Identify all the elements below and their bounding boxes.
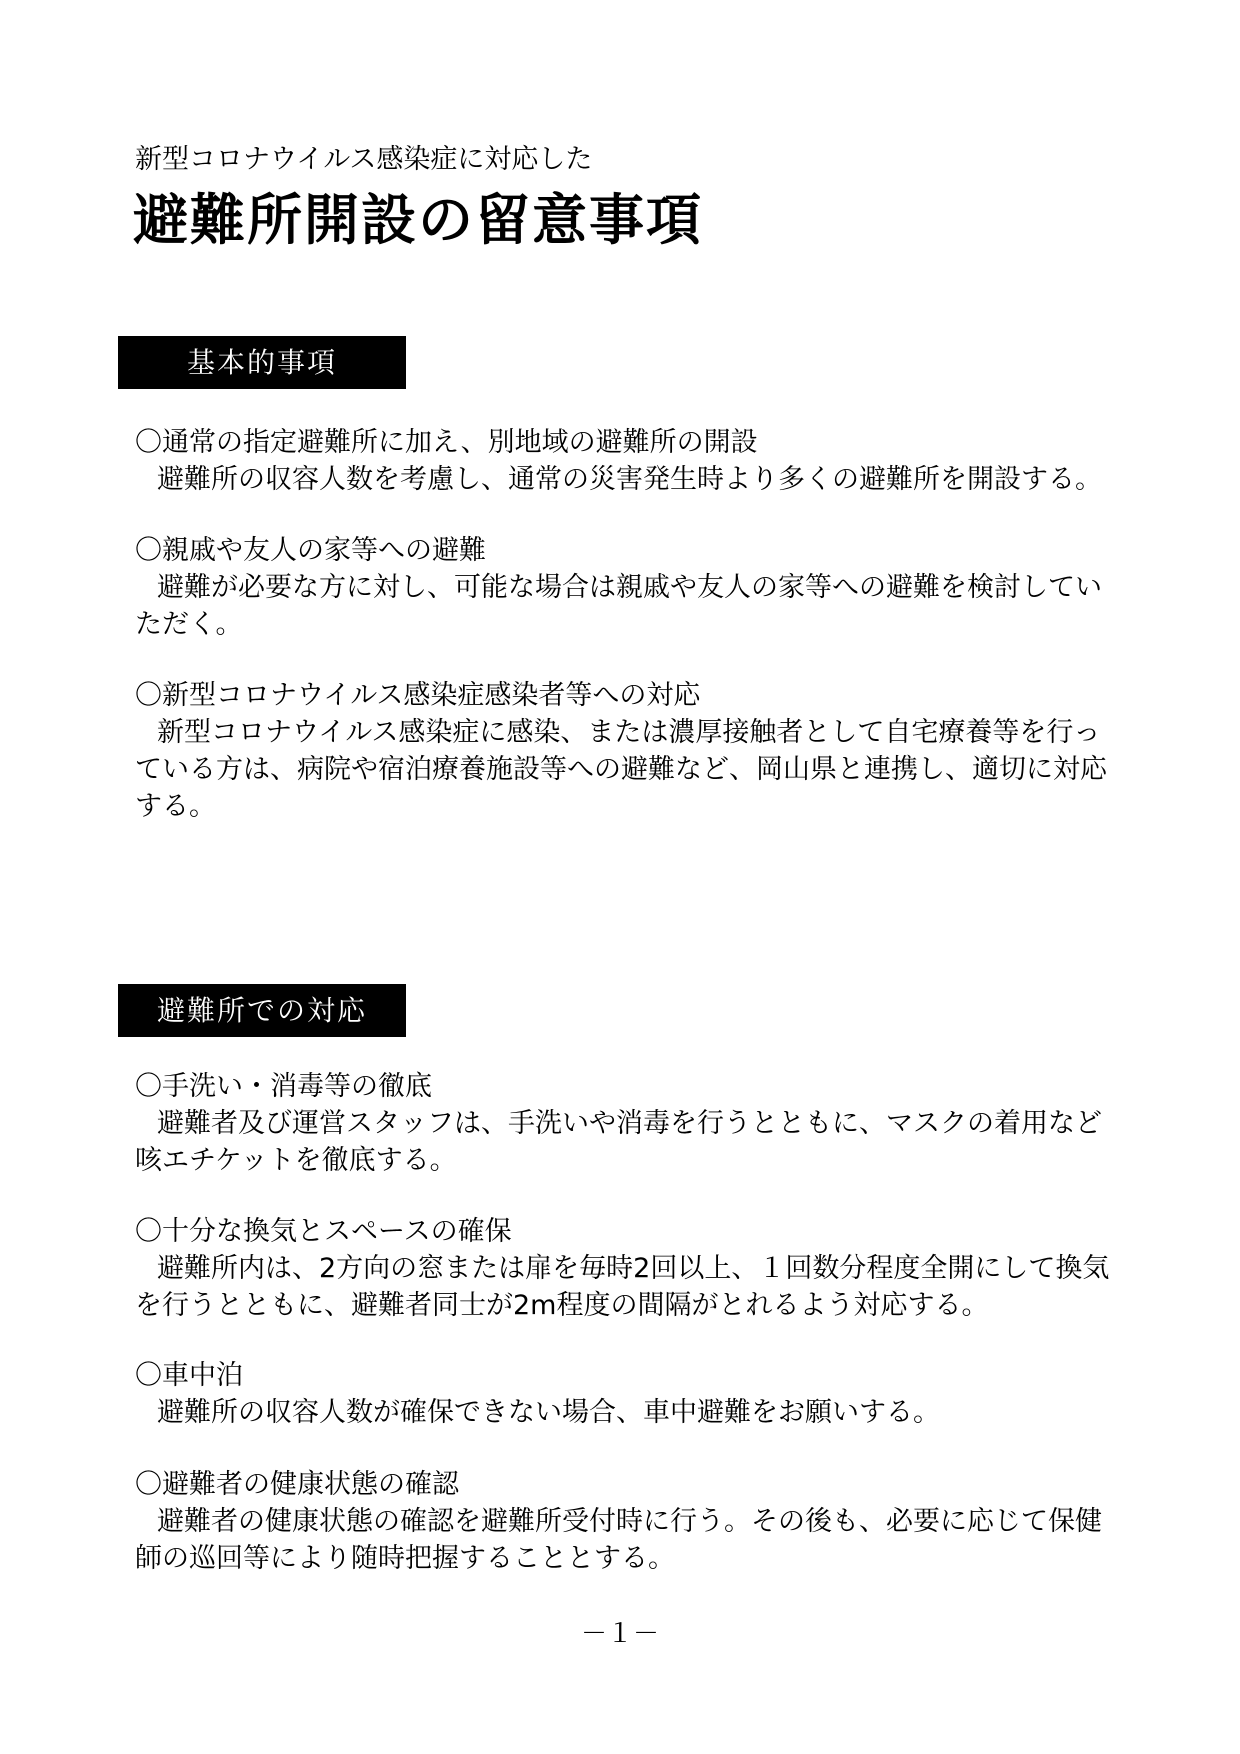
item-heading: 〇通常の指定避難所に加え、別地域の避難所の開設 <box>135 427 758 458</box>
list-item <box>135 532 1125 643</box>
section-label-shelter-response: 避難所での対応 <box>118 984 406 1037</box>
item-heading: 〇十分な換気とスペースの確保 <box>135 1216 512 1247</box>
item-body: 避難者の健康状態の確認を避難所受付時に行う。その後も、必要に応じて保健師の巡回等により随時把握することとする。 <box>135 1506 1102 1574</box>
list-item <box>135 1357 1125 1431</box>
item-body: 新型コロナウイルス感染症に感染、または濃厚接触者として自宅療養等を行っている方は、病院や宿泊療養施設等への避難など、岡山県と連携し、適切に対応する。 <box>135 717 1107 822</box>
item-body: 避難所内は、2方向の窓または扉を毎時2回以上、１回数分程度全開にして換気を行うとともに、避難者同士が2m程度の間隔がとれるよう対応する。 <box>135 1253 1110 1321</box>
document-title: 避難所開設の留意事項 <box>133 188 704 252</box>
document-subtitle: 新型コロナウイルス感染症に対応した <box>135 144 593 175</box>
section-label-basic-matters: 基本的事項 <box>118 336 406 389</box>
item-heading: 〇避難者の健康状態の確認 <box>135 1469 459 1500</box>
item-body: 避難が必要な方に対し、可能な場合は親戚や友人の家等への避難を検討していただく。 <box>135 572 1102 640</box>
page-number: －１－ <box>580 1619 659 1649</box>
item-heading: 〇車中泊 <box>135 1360 243 1391</box>
item-heading: 〇新型コロナウイルス感染症感染者等への対応 <box>135 680 701 711</box>
item-body: 避難者及び運営スタッフは、手洗いや消毒を行うとともに、マスクの着用など咳エチケットを徹底する。 <box>135 1108 1102 1176</box>
list-item <box>135 1213 1125 1324</box>
list-item <box>135 424 1125 498</box>
item-heading: 〇親戚や友人の家等への避難 <box>135 535 486 566</box>
item-body: 避難所の収容人数が確保できない場合、車中避難をお願いする。 <box>157 1397 940 1428</box>
list-item <box>135 1466 1125 1577</box>
item-body: 避難所の収容人数を考慮し、通常の災害発生時より多くの避難所を開設する。 <box>157 464 1102 495</box>
list-item <box>135 1068 1125 1179</box>
item-heading: 〇手洗い・消毒等の徹底 <box>135 1071 432 1102</box>
list-item <box>135 677 1125 825</box>
